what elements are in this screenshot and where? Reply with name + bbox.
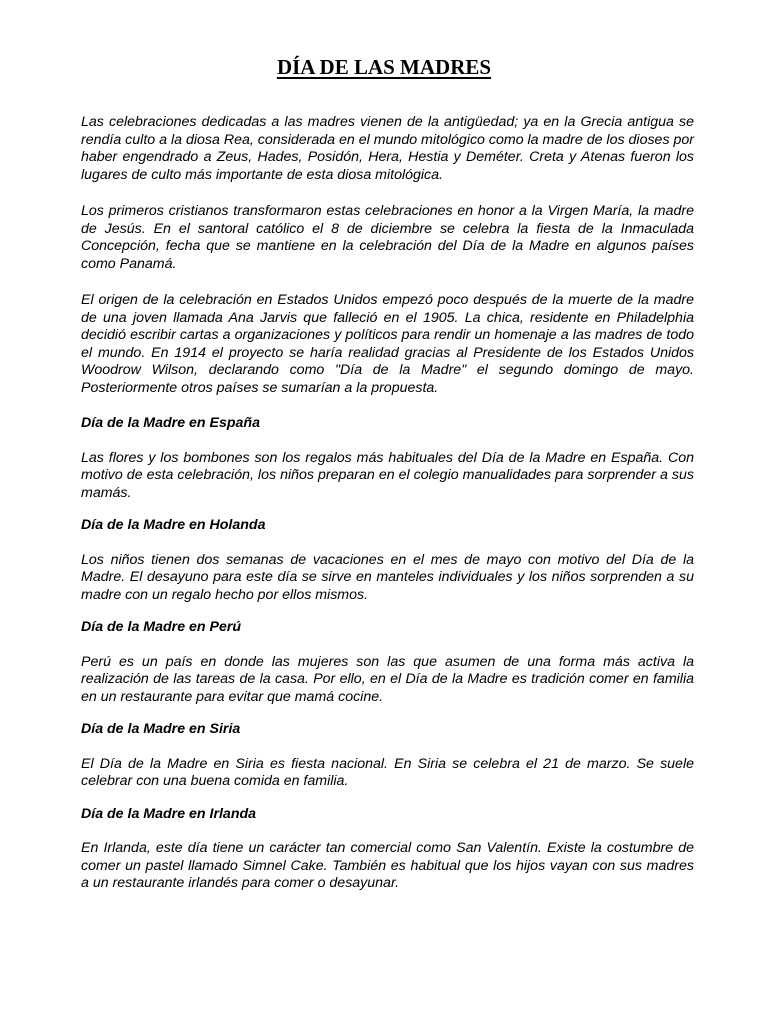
- section-espana: [81, 415, 694, 502]
- section-paragraph: Las flores y los bombones son los regalos más habituales del Día de la Madre en España. Con motivo de esta celebración, los niños preparan en el colegio manualidades para sorprender a sus mamás.: [81, 449, 694, 501]
- section-paragraph: Los niños tienen dos semanas de vacaciones en el mes de mayo con motivo del Día de la Madre. El desayuno para este día se sirve en manteles individuales y los niños sorprenden a su madre con un regalo hecho por ellos mismos.: [81, 551, 694, 603]
- intro-paragraph: Las celebraciones dedicadas a las madres vienen de la antigüedad; ya en la Grecia antigua se rendía culto a la diosa Rea, considerada en el mundo mitológico como la madre de los dioses por haber engendrado a Zeus, Hades, Posidón, Hera, Hestia y Deméter. Creta y Atenas fueron los lugares de culto más importante de esta diosa mitológica.: [81, 114, 694, 183]
- document-title: DÍA DE LAS MADRES: [276, 55, 492, 79]
- document-body: [81, 114, 694, 908]
- intro-paragraph: Los primeros cristianos transformaron estas celebraciones en honor a la Virgen María, la madre de Jesús. En el santoral católico el 8 de diciembre se celebra la fiesta de la Inmaculada Concepción, fecha que se mantiene en la celebración del Día de la Madre en algunos países como Panamá.: [81, 203, 694, 272]
- intro-paragraph: El origen de la celebración en Estados Unidos empezó poco después de la muerte de la madre de una joven llamada Ana Jarvis que falleció en el 1905. La chica, residente en Philadelphia decidió escribir cartas a organizaciones y políticos para rendir un homenaje a las madres de todo el mundo. En 1914 el proyecto se haría realidad gracias al Presidente de los Estados Unidos Woodrow Wilson, declarando como "Día de la Madre" el segundo domingo de mayo. Posteriormente otros países se sumarían a la propuesta.: [81, 292, 694, 396]
- section-paragraph: Perú es un país en donde las mujeres son las que asumen de una forma más activa la realización de las tareas de la casa. Por ello, en el Día de la Madre es tradición comer en familia en un restaurante para evitar que mamá cocine.: [81, 653, 694, 705]
- section-heading: Día de la Madre en Perú: [81, 619, 242, 635]
- section-heading: Día de la Madre en Irlanda: [81, 805, 257, 822]
- section-paragraph: En Irlanda, este día tiene un carácter tan comercial como San Valentín. Existe la costumbre de comer un pastel llamado Simnel Cake. También es habitual que los hijos vayan con sus madres a un restaurante irlandés para comer o desayunar.: [81, 840, 694, 891]
- section-siria: [81, 721, 694, 791]
- section-heading: Día de la Madre en Holanda: [81, 517, 266, 533]
- section-heading: Día de la Madre en España: [81, 415, 260, 431]
- section-peru: [81, 619, 694, 706]
- section-holanda: [81, 517, 694, 604]
- section-heading: Día de la Madre en Siria: [81, 721, 241, 737]
- section-irlanda: [81, 806, 694, 893]
- section-paragraph: El Día de la Madre en Siria es fiesta nacional. En Siria se celebra el 21 de marzo. Se suele celebrar con una buena comida en familia.: [81, 755, 694, 789]
